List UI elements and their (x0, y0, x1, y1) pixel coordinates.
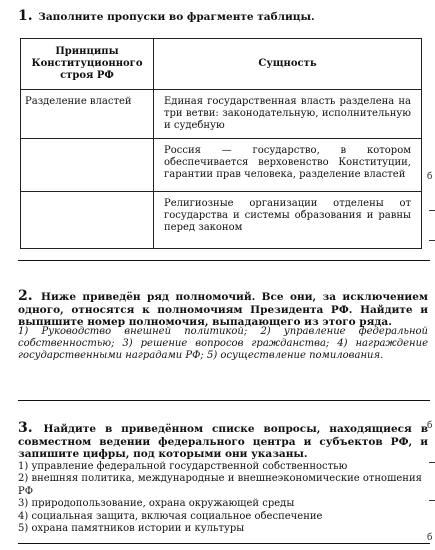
task-1-number: 1. (18, 8, 33, 24)
answer-line (18, 260, 430, 261)
table-cell-principle-blank[interactable] (21, 139, 154, 192)
principles-table (20, 38, 422, 249)
task-3-list (18, 461, 426, 535)
margin-mark: б (427, 172, 433, 182)
margin-mark: б (427, 533, 433, 543)
table-row (21, 192, 422, 249)
table-cell-essence: Россия — государство, в котором обеспечивается верховенство Конституции, гарантии прав человека, разделение властей (154, 139, 422, 192)
table-header-essence: Сущность (154, 39, 422, 90)
task-3-number: 3. (18, 420, 33, 436)
margin-tick (429, 240, 435, 241)
list-item: 1) управление федеральной государственной собственностью (18, 461, 348, 472)
task-3-text: Найдите в приведённом списке вопросы, находящиеся в совместном ведении федерального центра и субъектов РФ, и запишите цифры, под которыми они указаны. (18, 423, 429, 460)
task-2-number: 2. (18, 288, 33, 304)
table-cell-essence: Единая государственная власть разделена на три ветви: законодательную, исполнительную и судебную (154, 90, 422, 139)
table-cell-principle-blank[interactable] (21, 192, 154, 249)
task-1-text: Заполните пропуски во фрагменте таблицы. (38, 11, 315, 23)
table-cell-essence: Религиозные организации отделены от государства и системы образования и равны перед законом (154, 192, 422, 249)
list-item: 5) охрана памятников истории и культуры (18, 523, 245, 535)
answer-line (18, 543, 430, 544)
table-cell-principle: Разделение властей (21, 90, 154, 139)
list-item: 3) природопользование, охрана окружающей среды (18, 498, 295, 510)
table-row (21, 139, 422, 192)
task-3-title (18, 422, 428, 461)
table-header-principles: Принципы Конституционного строя РФ (21, 39, 154, 90)
table-header-row (21, 39, 422, 90)
margin-mark: б (427, 421, 433, 431)
margin-tick (429, 210, 435, 211)
task-2-title (18, 290, 428, 329)
list-item: 4) социальная защита, включая социальное обеспечение (18, 510, 323, 522)
task-2-items: 1) Руководство внешней политикой; 2) управление федеральной собственностью; 3) решение вопросов гражданства; 4) награждение государственными наградами РФ; 5) осуществление помилования. (18, 326, 428, 361)
task-2-text: Ниже приведён ряд полномочий. Все они, за исключением одного, относятся к полномочиям Президента РФ. Найдите и выпишите номер полномочия, выпадающего из этого ряда. (18, 291, 428, 328)
margin-tick (429, 500, 435, 501)
margin-tick (429, 462, 435, 463)
table-row (21, 90, 422, 139)
list-item: 2) внешняя политика, международные и внешнеэкономические отношения РФ (18, 473, 422, 497)
answer-line (18, 400, 430, 401)
task-1-title (18, 10, 418, 24)
